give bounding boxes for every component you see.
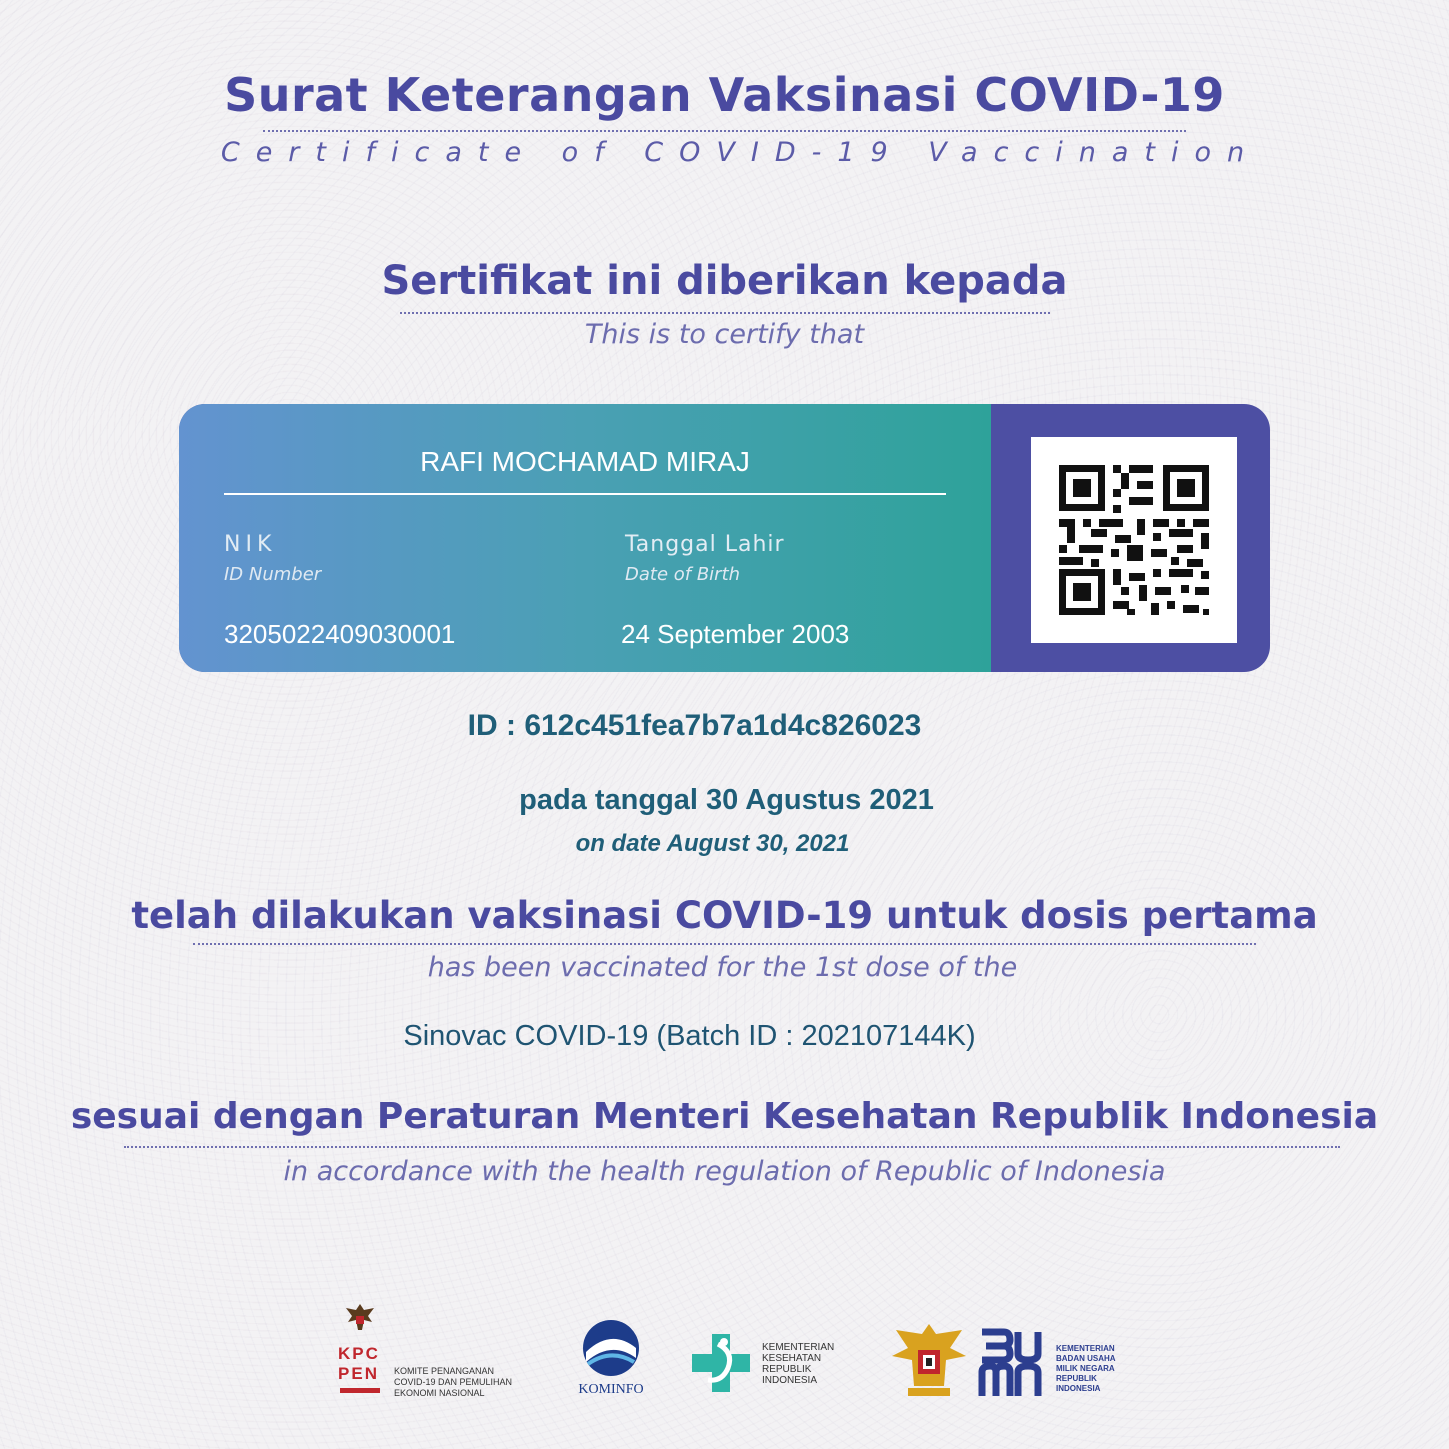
garuda-small-icon [344,1302,376,1338]
kemenkes-line-3: REPUBLIK [762,1364,812,1375]
pen-letter-3: N [364,1364,379,1383]
kpc-letter-1: K [338,1344,353,1363]
kominfo-label: KOMINFO [578,1382,644,1397]
dob-label: Tanggal Lahir [625,532,785,557]
logo-row [0,1290,1449,1420]
pen-letter-1: P [338,1364,352,1383]
kpcpen-line-1: KOMITE PENANGANAN [394,1366,495,1376]
certificate-title: Surat Keterangan Vaksinasi COVID-19 [224,68,1225,122]
regulation-statement-en: in accordance with the health regulation of Republic of Indonesia [283,1156,1166,1187]
kemenkes-line-1: KEMENTERIAN [762,1342,835,1353]
certificate-subtitle: Certificate of COVID-19 Vaccination [220,137,1261,168]
vaccination-date-en: on date August 30, 2021 [575,830,850,857]
title-divider [263,130,1186,132]
kpcpen-line-2: COVID-19 DAN PEMULIHAN [394,1377,513,1387]
regulation-divider [124,1146,1340,1148]
nik-sublabel: ID Number [224,564,322,585]
regulation-statement: sesuai dengan Peraturan Menteri Kesehatan Republik Indonesia [70,1096,1379,1137]
bumn-line-5: INDONESIA [1056,1384,1101,1393]
kemenkes-line-2: KESEHATAN [762,1353,822,1364]
vaccination-statement-en: has been vaccinated for the 1st dose of the [427,952,1018,983]
dob-sublabel: Date of Birth [625,564,741,585]
bumn-line-2: BADAN USAHA [1056,1354,1116,1363]
pen-letter-2: E [351,1364,365,1383]
identity-panel [179,404,991,672]
kemenkes-logo [688,1330,848,1410]
vaccination-divider [193,943,1256,945]
identity-card [179,404,1270,672]
vaccination-date: pada tanggal 30 Agustus 2021 [519,784,934,816]
bumn-line-1: KEMENTERIAN [1056,1344,1115,1353]
nik-value: 3205022409030001 [224,619,456,649]
name-underline [224,493,946,495]
kpc-letter-3: C [365,1344,380,1363]
kpcpen-bar [340,1388,380,1393]
kominfo-logo [568,1316,654,1416]
dob-value: 24 September 2003 [621,619,850,649]
certificate-id: ID : 612c451fea7b7a1d4c826023 [467,709,922,742]
kominfo-emblem-icon [578,1318,644,1378]
kpcpen-logo [338,1302,538,1412]
bumn-emblem-icon [978,1328,1048,1400]
qr-code-icon [1031,437,1237,643]
kpc-letter-2: P [352,1344,366,1363]
bumn-line-4: REPUBLIK [1056,1374,1097,1383]
recipient-intro-title: Sertifikat ini diberikan kepada [381,258,1068,304]
garuda-emblem-icon [888,1320,970,1402]
intro-divider [400,312,1050,314]
recipient-intro-subtitle: This is to certify that [584,319,865,350]
bumn-line-3: MILIK NEGARA [1056,1364,1115,1373]
kemenkes-line-4: INDONESIA [762,1375,818,1386]
kpcpen-line-3: EKONOMI NASIONAL [394,1388,485,1398]
vaccine-batch: Sinovac COVID-19 (Batch ID : 202107144K) [403,1020,976,1052]
nik-label: NIK [224,532,277,557]
bumn-logo [978,1328,1128,1408]
vaccination-statement: telah dilakukan vaksinasi COVID-19 untuk dosis pertama [131,894,1318,937]
recipient-name: RAFI MOCHAMAD MIRAJ [420,446,750,477]
kemenkes-emblem-icon [688,1330,754,1396]
qr-code-panel[interactable] [1031,437,1237,643]
